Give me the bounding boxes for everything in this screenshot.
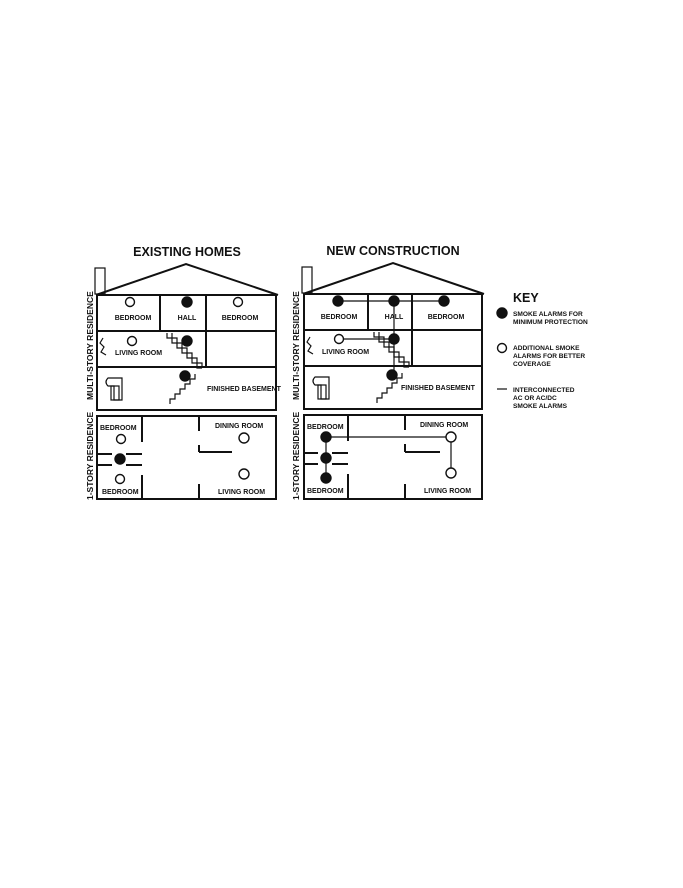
smoke-alarm-open	[126, 298, 135, 307]
chimney	[95, 268, 105, 294]
legend-filled-alarm-icon	[497, 308, 507, 318]
smoke-alarm-filled	[180, 371, 190, 381]
room-label-hall: HALL	[177, 315, 197, 322]
chimney	[302, 267, 312, 293]
legend-line-label-line1: INTERCONNECTED	[513, 387, 575, 394]
side-label-multi-story: MULTI-STORY RESIDENCE	[291, 291, 301, 400]
existing-multi-story-house	[95, 264, 282, 410]
room-label-living-room: LIVING ROOM	[115, 350, 163, 357]
new-multi-story-house	[302, 263, 484, 409]
smoke-alarm-filled	[182, 297, 192, 307]
room-label-finished-basement: FINISHED BASEMENT	[401, 385, 475, 392]
fireplace-opening	[318, 385, 326, 399]
smoke-alarm-filled	[389, 296, 399, 306]
roof	[303, 263, 484, 294]
heading-existing-homes: EXISTING HOMES	[133, 245, 241, 259]
room-label-bedroom: BEDROOM	[100, 425, 137, 432]
legend-title: KEY	[513, 291, 539, 305]
side-label-one-story: 1-STORY RESIDENCE	[85, 411, 95, 500]
legend-open-label-line2: ALARMS FOR BETTER	[513, 353, 586, 360]
smoke-alarm-filled	[321, 453, 331, 463]
window-mark	[100, 338, 106, 355]
room-label-living-room: LIVING ROOM	[218, 489, 266, 496]
legend-filled-label-line1: SMOKE ALARMS FOR	[513, 311, 583, 318]
smoke-alarm-filled	[115, 454, 125, 464]
fireplace-opening	[111, 386, 119, 400]
side-label-one-story: 1-STORY RESIDENCE	[291, 411, 301, 500]
legend-open-alarm-icon	[498, 344, 507, 353]
smoke-alarm-open	[116, 475, 125, 484]
smoke-alarm-open	[117, 435, 126, 444]
room-label-living-room: LIVING ROOM	[322, 349, 370, 356]
smoke-alarm-open	[239, 433, 249, 443]
room-label-bedroom: BEDROOM	[102, 489, 139, 496]
room-label-bedroom: BEDROOM	[114, 315, 152, 322]
heading-new-construction: NEW CONSTRUCTION	[326, 244, 460, 258]
legend-open-label-line1: ADDITIONAL SMOKE	[513, 345, 580, 352]
room-label-bedroom: BEDROOM	[221, 315, 259, 322]
smoke-alarm-open	[128, 337, 137, 346]
fireplace	[313, 377, 329, 399]
smoke-alarm-open	[239, 469, 249, 479]
smoke-alarm-filled	[439, 296, 449, 306]
smoke-alarm-filled	[321, 473, 331, 483]
side-label-multi-story: MULTI-STORY RESIDENCE	[85, 291, 95, 400]
existing-one-story-house	[97, 416, 276, 499]
smoke-alarm-open	[446, 468, 456, 478]
room-label-hall: HALL	[384, 314, 404, 321]
room-label-bedroom: BEDROOM	[427, 314, 465, 321]
smoke-alarm-filled	[182, 336, 192, 346]
room-label-dining-room: DINING ROOM	[215, 423, 264, 430]
smoke-alarm-filled	[387, 370, 397, 380]
roof	[96, 264, 278, 295]
smoke-alarm-filled	[321, 432, 331, 442]
legend-filled-label-line2: MINIMUM PROTECTION	[513, 319, 588, 326]
smoke-alarm-filled	[333, 296, 343, 306]
room-label-finished-basement: FINISHED BASEMENT	[207, 386, 281, 393]
window-mark	[307, 337, 313, 354]
smoke-alarm-filled	[389, 334, 399, 344]
room-label-bedroom: BEDROOM	[307, 488, 344, 495]
room-label-bedroom: BEDROOM	[320, 314, 358, 321]
room-label-bedroom: BEDROOM	[307, 424, 344, 431]
room-label-dining-room: DINING ROOM	[420, 422, 469, 429]
legend-line-label-line2: AC OR AC/DC	[513, 395, 557, 402]
smoke-alarm-open	[234, 298, 243, 307]
legend	[497, 291, 588, 410]
legend-line-label-line3: SMOKE ALARMS	[513, 403, 567, 410]
smoke-alarm-open	[446, 432, 456, 442]
room-label-living-room: LIVING ROOM	[424, 488, 472, 495]
new-one-story-house	[304, 415, 482, 499]
smoke-alarm-open	[335, 335, 344, 344]
legend-open-label-line3: COVERAGE	[513, 361, 551, 368]
